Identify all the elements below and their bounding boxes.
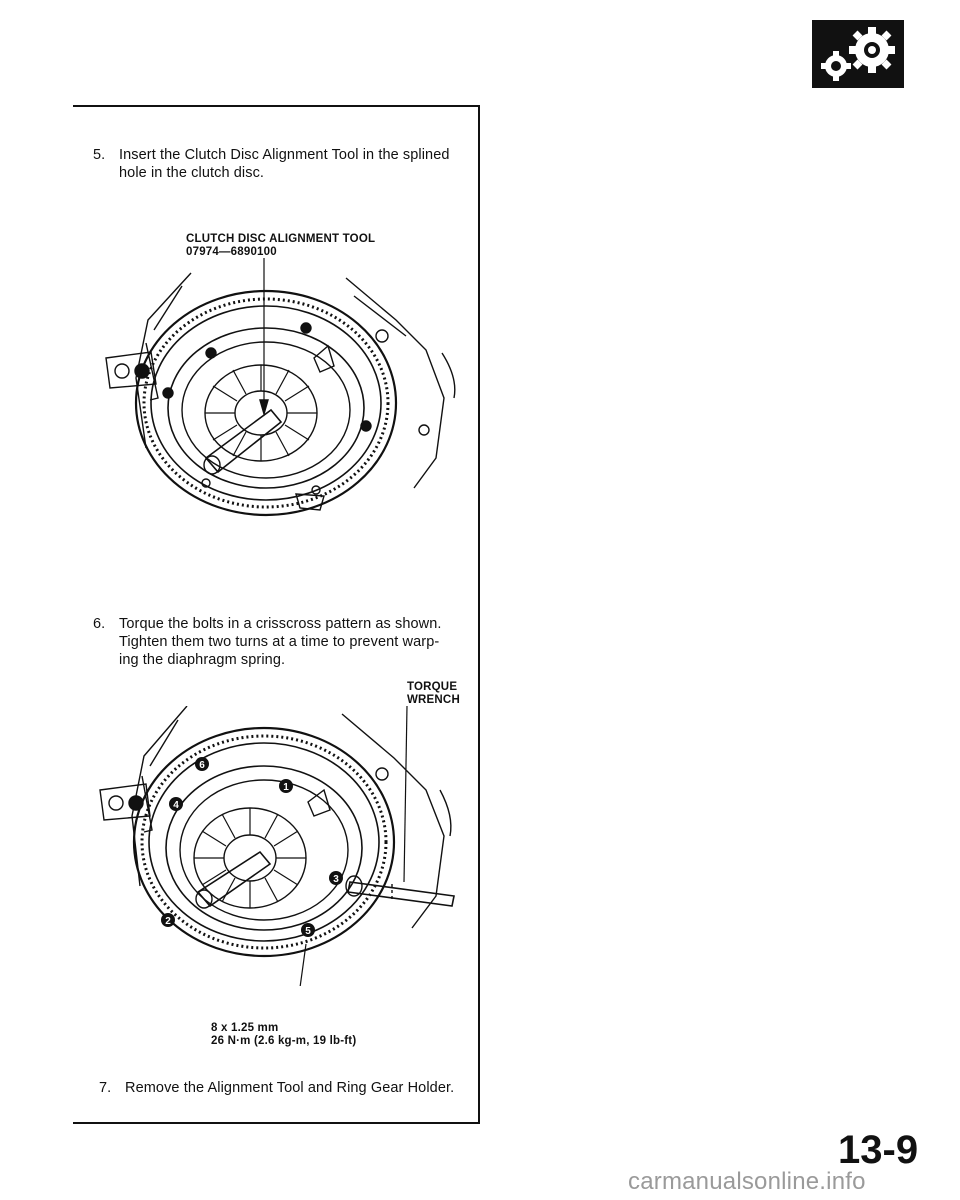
watermark: carmanualsonline.info	[628, 1168, 866, 1195]
step-6-line-1: Torque the bolts in a crisscross pattern as shown.	[119, 616, 442, 632]
bolt-marker-2	[161, 913, 175, 927]
alignment-tool-callout	[186, 233, 375, 259]
bolt-size: 8 x 1.25 mm	[211, 1022, 279, 1034]
torque-pattern-figure	[92, 706, 462, 986]
step-5-number: 5.	[93, 147, 106, 163]
bolt-markers	[161, 757, 343, 937]
step-6	[93, 615, 473, 669]
frame-top-rule	[73, 105, 480, 107]
page-number: 13-9	[838, 1128, 919, 1172]
step-6-line-2: Tighten them two turns at a time to prevent warp-	[119, 634, 440, 650]
bolt-label-4: 4	[173, 800, 179, 811]
frame-right-rule	[478, 105, 480, 1124]
alignment-tool-name: CLUTCH DISC ALIGNMENT TOOL	[186, 233, 376, 245]
bolt-label-6: 6	[199, 760, 205, 771]
step-6-number: 6.	[93, 616, 106, 632]
step-7	[99, 1079, 475, 1097]
bolt-marker-1	[279, 779, 293, 793]
step-5-line-1: Insert the Clutch Disc Alignment Tool in the splined	[119, 147, 450, 163]
step-5-text	[119, 146, 450, 182]
torque-spec: 26 N·m (2.6 kg-m, 19 lb-ft)	[211, 1035, 357, 1047]
clutch-alignment-figure	[96, 258, 466, 528]
bolt-label-2: 2	[165, 916, 171, 927]
bolt-marker-3	[329, 871, 343, 885]
bolt-label-3: 3	[333, 874, 339, 885]
torque-wrench-line-2: WRENCH	[407, 694, 460, 706]
step-6-line-3: ing the diaphragm spring.	[119, 652, 286, 668]
torque-wrench-line-1: TORQUE	[407, 681, 458, 693]
bolt-marker-5	[301, 923, 315, 937]
step-5	[93, 146, 473, 182]
gear-section-icon	[812, 20, 904, 88]
step-6-text	[119, 615, 442, 669]
bolt-label-1: 1	[283, 782, 289, 793]
alignment-tool-part-number: 07974—6890100	[186, 246, 277, 258]
bolt-label-5: 5	[305, 926, 311, 937]
bolt-spec-callout	[211, 1022, 356, 1048]
frame-bottom-rule	[73, 1122, 480, 1124]
step-7-number: 7.	[99, 1080, 112, 1096]
step-7-text: Remove the Alignment Tool and Ring Gear Holder.	[125, 1080, 455, 1096]
torque-wrench-callout	[407, 681, 460, 707]
bolt-marker-6	[195, 757, 209, 771]
bolt-marker-4	[169, 797, 183, 811]
step-5-line-2: hole in the clutch disc.	[119, 165, 265, 181]
